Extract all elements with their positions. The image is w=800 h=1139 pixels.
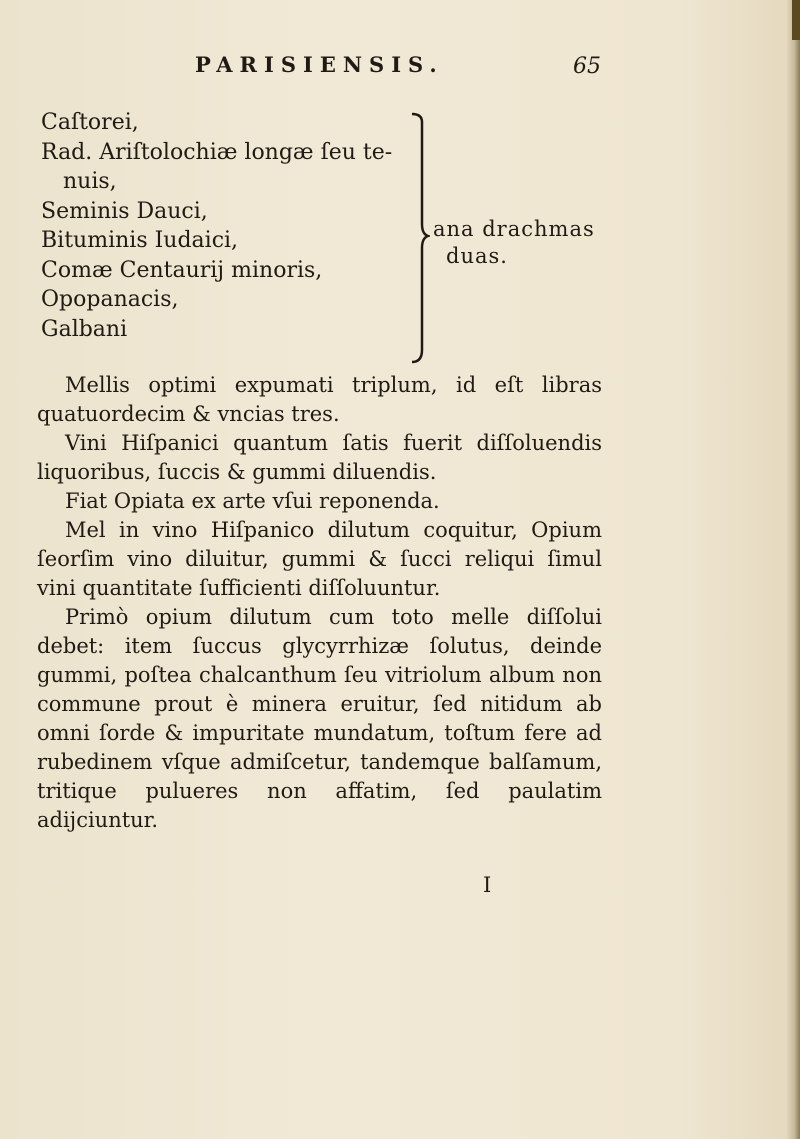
page-edge-shadow: [786, 0, 800, 1139]
paragraph: Vini Hiſpanici quantum ſatis fuerit diſſoluendis liquoribus, ſuccis & gummi diluendis.: [37, 431, 602, 484]
running-head: PARISIENSIS.: [195, 52, 444, 77]
ingredient-line: Seminis Dauci,: [41, 198, 208, 224]
ingredient-line: Opopanacis,: [41, 287, 179, 312]
dosage-note: [433, 216, 595, 270]
page-corner-mark: [792, 0, 800, 40]
ingredient-line: Comæ Centaurij minoris,: [41, 257, 323, 283]
ingredient-line: Caſtorei,: [41, 110, 139, 135]
paragraph: Mel in vino Hiſpanico dilutum coquitur, Opium ſeorſim vino diluitur, gummi & ſucci reliqui ſimul vini quantitate ſufficienti diſſoluuntur.: [37, 518, 602, 600]
paragraph: Mellis optimi expumati triplum, id eſt libras quatuordecim & vncias tres.: [37, 373, 602, 426]
curly-brace-icon: [400, 112, 430, 364]
body-text: [37, 371, 602, 835]
ingredient-line: Rad. Ariſtolochiæ longæ ſeu te-: [41, 139, 393, 165]
ingredient-line: nuis,: [63, 169, 117, 194]
page-number: 65: [573, 54, 601, 79]
ingredient-list: [41, 108, 421, 344]
dosage-line: ana drachmas: [433, 217, 595, 241]
signature-mark: I: [483, 873, 492, 897]
ingredient-line: Galbani: [41, 316, 128, 342]
paragraph: Fiat Opiata ex arte vſui reponenda.: [65, 489, 440, 513]
ingredient-line: Bituminis Iudaici,: [41, 228, 239, 253]
dosage-line: duas.: [446, 244, 508, 268]
paragraph: Primò opium dilutum cum toto melle diſſolui debet: item ſuccus glycyrrhizæ ſolutus, deinde gummi, poſtea chalcanthum ſeu vitriolum album non commune prout è minera eruitur, ſed nitidum ab omni ſorde & impuritate mundatum, toſtum fere ad rubedinem vſque admiſcetur, tandemque balſamum, tritique pulueres non affatim, ſed paulatim adijciuntur.: [37, 605, 602, 832]
